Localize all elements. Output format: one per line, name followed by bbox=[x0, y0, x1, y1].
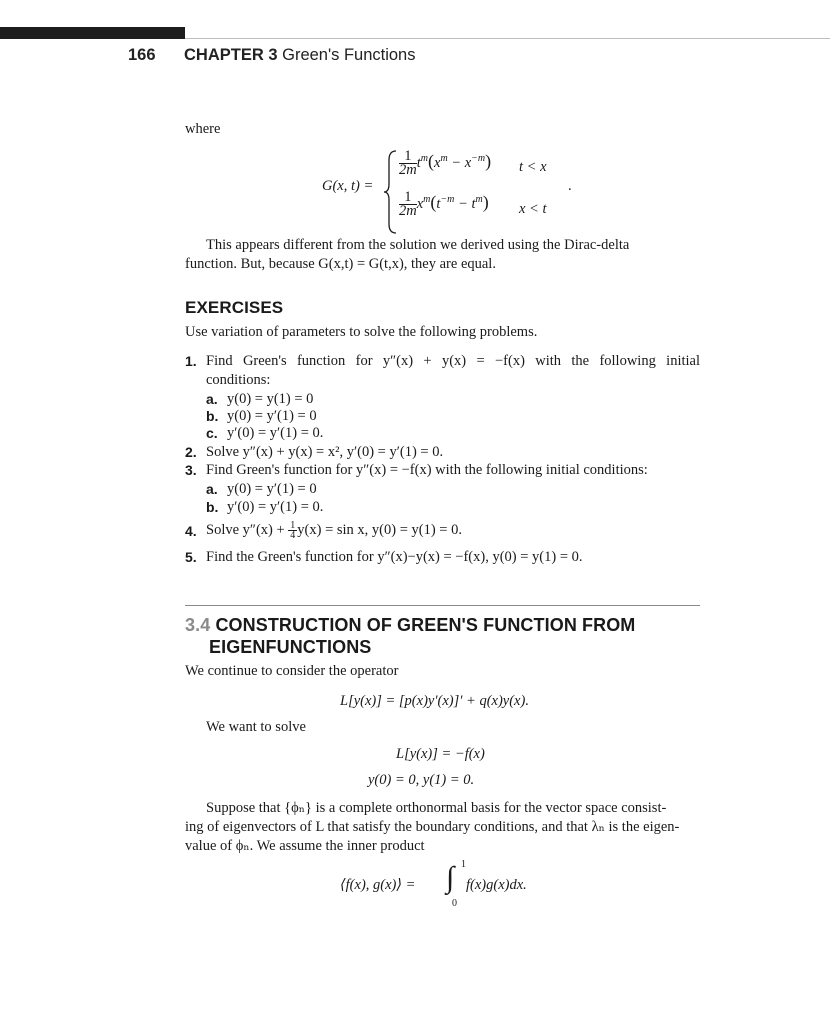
header-bar bbox=[0, 27, 185, 39]
ex4-text bbox=[206, 521, 462, 540]
ex1-number: 1. bbox=[185, 353, 197, 369]
ex2-text: Solve y″(x) + y(x) = x², y′(0) = y′(1) = 0. bbox=[206, 444, 444, 460]
left-brace bbox=[383, 150, 397, 234]
exercises-intro: Use variation of parameters to solve the following problems. bbox=[185, 324, 538, 340]
section-heading bbox=[185, 614, 635, 658]
ex5-text: Find the Green's function for y″(x)−y(x) = −f(x), y(0) = y(1) = 0. bbox=[206, 549, 583, 565]
integral-sign: ∫ bbox=[446, 861, 455, 894]
ex1-b: y(0) = y′(1) = 0 bbox=[227, 408, 317, 424]
case1-expression: $\frac{1}{2m}$ $t^m(x^m - x^{-m})$ bbox=[399, 148, 492, 178]
inner-product-lhs: ⟨f(x), g(x)⟩ = bbox=[340, 877, 416, 893]
ex3-text: Find Green's function for y″(x) = −f(x) with the following initial conditions: bbox=[206, 462, 648, 478]
equation-operator: L[y(x)] = [p(x)y′(x)]′ + q(x)y(x). bbox=[340, 693, 529, 709]
case2-condition: x < t bbox=[519, 201, 547, 217]
ex3-a-label: a. bbox=[206, 481, 218, 497]
note-line2: function. But, because G(x,t) = G(t,x), they are equal. bbox=[185, 256, 496, 272]
case1-condition: t < x bbox=[519, 159, 547, 175]
equation-bc: y(0) = 0, y(1) = 0. bbox=[368, 772, 475, 788]
integral-upper: 1 bbox=[461, 859, 466, 870]
section-p3-line1: Suppose that {ϕₙ} is a complete orthonormal basis for the vector space consist- bbox=[206, 800, 667, 816]
ex1-line2: conditions: bbox=[206, 372, 271, 388]
ex3-b: y′(0) = y′(1) = 0. bbox=[227, 499, 324, 515]
chapter-label: CHAPTER 3 bbox=[184, 46, 278, 64]
section-rule bbox=[185, 605, 700, 606]
section-p1: We continue to consider the operator bbox=[185, 663, 399, 679]
ex4-frac-den: 4 bbox=[290, 530, 296, 541]
section-p3 bbox=[185, 799, 700, 856]
ex3-number: 3. bbox=[185, 462, 197, 478]
page-number: 166 bbox=[128, 46, 156, 64]
case2-expression: $\frac{1}{2m}$ $x^m(t^{-m} - t^m)$ bbox=[399, 189, 489, 219]
ex1-a: y(0) = y(1) = 0 bbox=[227, 391, 314, 407]
ex1-c-label: c. bbox=[206, 425, 218, 441]
ex3-b-label: b. bbox=[206, 499, 219, 515]
section-title-line2: EIGENFUNCTIONS bbox=[209, 637, 372, 657]
note-line1: This appears different from the solution we derived using the Dirac-delta bbox=[206, 237, 630, 253]
case1-frac-num: 1 bbox=[399, 150, 417, 164]
chapter-title: Green's Functions bbox=[282, 46, 416, 64]
ex2-number: 2. bbox=[185, 444, 197, 460]
section-title-line1: CONSTRUCTION OF GREEN'S FUNCTION FROM bbox=[215, 615, 636, 635]
ex4-number: 4. bbox=[185, 523, 197, 539]
ex4-post: y(x) = sin x, y(0) = y(1) = 0. bbox=[297, 521, 462, 538]
section-number: 3.4 bbox=[185, 615, 211, 635]
note-paragraph bbox=[185, 236, 700, 274]
ex4-pre: Solve y″(x) + bbox=[206, 521, 285, 538]
piecewise-period: . bbox=[568, 178, 572, 194]
ex1-b-label: b. bbox=[206, 408, 219, 424]
ex5-number: 5. bbox=[185, 549, 197, 565]
case2-frac-den: 2m bbox=[399, 203, 417, 219]
section-p3-line3: value of ϕₙ. We assume the inner product bbox=[185, 838, 425, 854]
ex1-a-label: a. bbox=[206, 391, 218, 407]
g-lhs: G(x, t) = bbox=[322, 178, 374, 194]
case1-frac-den: 2m bbox=[399, 162, 417, 178]
section-p3-line2: ing of eigenvectors of L that satisfy the boundary conditions, and that λₙ is the eigen- bbox=[185, 819, 680, 835]
section-p2: We want to solve bbox=[206, 719, 306, 735]
chapter-header bbox=[184, 46, 416, 65]
ex1-line1: Find Green's function for y″(x) + y(x) = −f(x) with the following initial bbox=[206, 353, 700, 369]
exercises-heading: EXERCISES bbox=[185, 298, 284, 317]
ex3-a: y(0) = y′(1) = 0 bbox=[227, 481, 317, 497]
where-text: where bbox=[185, 121, 221, 137]
integral-lower: 0 bbox=[452, 898, 457, 909]
header-rule bbox=[185, 38, 830, 39]
equation-lyf: L[y(x)] = −f(x) bbox=[396, 746, 485, 762]
inner-product-rhs: f(x)g(x)dx. bbox=[466, 877, 527, 893]
case2-frac-num: 1 bbox=[399, 191, 417, 205]
ex4-frac-num: 1 bbox=[290, 520, 296, 531]
ex1-c: y′(0) = y′(1) = 0. bbox=[227, 425, 324, 441]
